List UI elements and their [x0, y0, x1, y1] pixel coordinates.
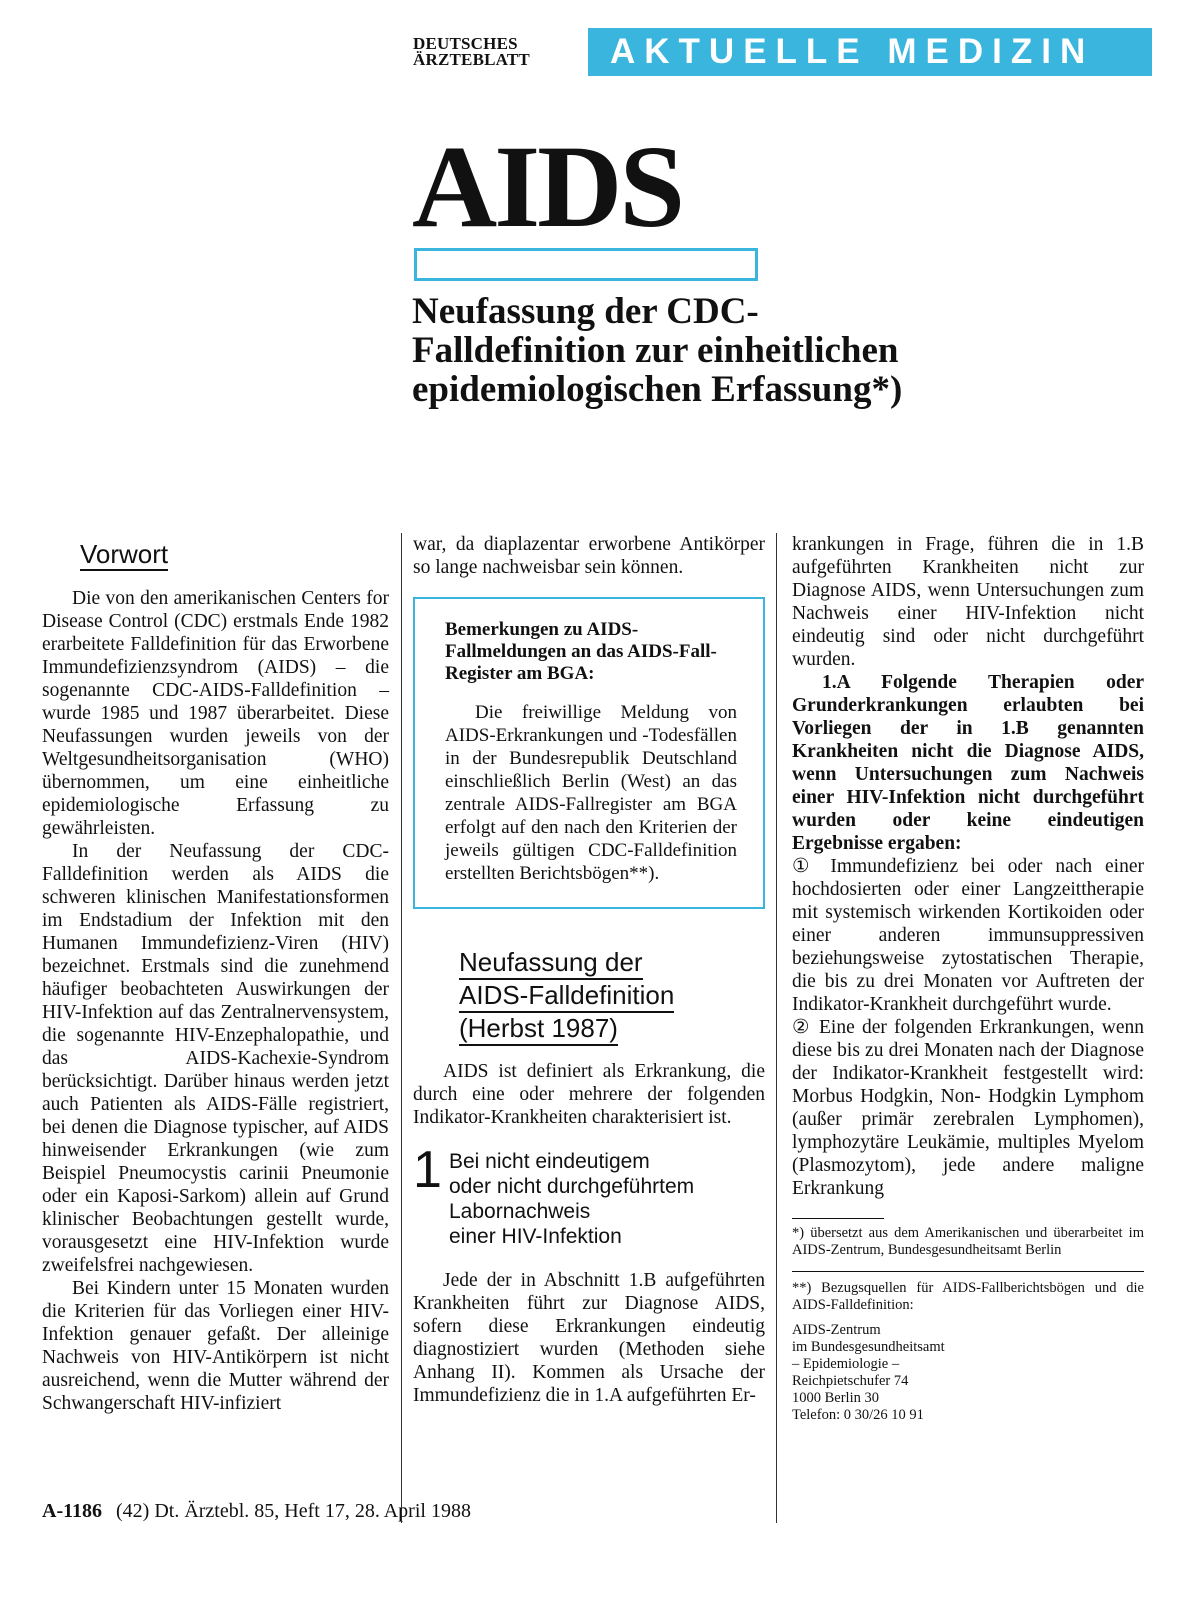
citation: (42) Dt. Ärztebl. 85, Heft 17, 28. April 1988	[116, 1500, 471, 1522]
column-3	[792, 533, 1144, 1424]
journal-line-1: DEUTSCHES	[413, 34, 518, 53]
footnote-separator	[792, 1271, 1144, 1272]
subsection-line: Bei nicht eindeutigem	[449, 1150, 650, 1173]
paragraph: Die von den amerikanischen Centers for Disease Control (CDC) erstmals Ende 1982 erarbeitete Falldefinition für das Erworbene Immundefizienzsyndrom (AIDS) – die sogenannte CDC-AIDS-Falldefinition – wurde 1985 und 1987 überarbeitet. Diese Neufassungen wurden jeweils von der Weltgesundheitsorganisation (WHO) übernommen, um eine einheitliche epidemiologische Erfassung zu gewährleisten.	[42, 588, 389, 839]
paragraph: AIDS ist definiert als Erkrankung, die durch eine oder mehrere der folgenden Indikator-Krankheiten charakterisiert ist.	[413, 1061, 765, 1128]
column-rule-2	[776, 533, 777, 1523]
footnote-1: *) übersetzt aus dem Amerikanischen und überarbeitet im AIDS-Zentrum, Bundesgesundheitsamt Berlin	[792, 1225, 1144, 1258]
paragraph: war, da diaplazentar erworbene Antikörper so lange nachweisbar sein können.	[413, 534, 765, 578]
heading-line: AIDS-Falldefinition	[459, 980, 674, 1013]
list-item: ② Eine der folgenden Erkrankungen, wenn diese bis zu drei Monaten nach der Diagnose der Indikator-Krankheit festgestellt wird: Morbus Hodgkin, Non- Hodgkin Lymphom (außer primär zerebralen Lymphomen), lymphozytäre Leukämie, multiples Myelom (Plasmozytom), jede andere maligne Erkrankung	[792, 1017, 1144, 1199]
paragraph: Bei Kindern unter 15 Monaten wurden die Kriterien für das Vorliegen einer HIV-Infektion genauer gefaßt. Der alleinige Nachweis von HIV-Antikörpern ist nicht ausreichend, wenn die Mutter während der Schwangerschaft HIV-infiziert	[42, 1278, 389, 1414]
subsection-line: einer HIV-Infektion	[449, 1225, 622, 1248]
note-box	[413, 597, 765, 909]
section-heading-neufassung	[459, 947, 765, 1046]
address-line: – Epidemiologie –	[792, 1356, 900, 1372]
address-line: Telefon: 0 30/26 10 91	[792, 1407, 924, 1423]
subsection-line: Labornachweis	[449, 1200, 591, 1223]
column-1	[42, 533, 389, 1415]
subsection-number: 1	[413, 1141, 442, 1199]
column-rule-1	[401, 533, 402, 1523]
heading-line: Neufassung der	[459, 947, 643, 980]
footnotes	[792, 1225, 1144, 1314]
journal-line-2: ÄRZTEBLATT	[413, 50, 530, 69]
paragraph: In der Neufassung der CDC-Falldefinition werden als AIDS die schweren klinischen Manifestationsformen im Endstadium der Infektion mit den Humanen Immundefizienz-Viren (HIV) bezeichnet. Erstmals sind die zunehmend häufiger beobachteten Auswirkungen der HIV-Infektion auf das Zentralnervensystem, die sogenannte HIV-Enzephalopathie, und das AIDS-Kachexie-Syndrom berücksichtigt. Darüber hinaus werden jetzt auch Patienten als AIDS-Fälle registriert, bei denen die Diagnose typischer, auf AIDS hinweisender Erkrankungen (wie zum Beispiel Pneumocystis carinii Pneumonie oder ein Kaposi-Sarkom) allein auf Grund klinischer Beobachtungen gestellt wurde, vorausgesetzt eine HIV-Infektion wurde zweifelsfrei nachgewiesen.	[42, 841, 389, 1276]
column-2	[413, 533, 765, 1407]
subsection-heading-1	[413, 1141, 765, 1249]
address-line: 1000 Berlin 30	[792, 1390, 879, 1406]
section-label: AKTUELLE MEDIZIN	[588, 28, 1152, 76]
heading-line: (Herbst 1987)	[459, 1013, 618, 1046]
paragraph: krankungen in Frage, führen die in 1.B aufgeführten Krankheiten nicht zur Diagnose AIDS, wenn Untersuchungen zum Nachweis einer HIV-Infektion nicht eindeutig sind oder nicht durchgeführt wurden.	[792, 534, 1144, 670]
article-subtitle: Neufassung der CDC-Falldefinition zur einheitlichen epidemiologischen Erfassung*)	[412, 291, 903, 410]
subsection-line: oder nicht durchgeführtem	[449, 1175, 695, 1198]
address-line: AIDS-Zentrum	[792, 1322, 881, 1338]
masthead	[413, 28, 1152, 76]
address-line: Reichpietschufer 74	[792, 1373, 909, 1389]
list-item: ① Immundefizienz bei oder nach einer hochdosierten oder einer Langzeittherapie mit systemisch wirkenden Kortikoiden oder einer anderen immunsuppressiven beziehungsweise zytostatischen Therapie, die bis zu drei Monaten vor Auftreten der Indikator-Krankheit durchgeführt wurde.	[792, 856, 1144, 1015]
title-decoration-box	[414, 248, 758, 281]
paragraph: Jede der in Abschnitt 1.B aufgeführten Krankheiten führt zur Diagnose AIDS, sofern diese Erkrankungen eindeutig diagnostiziert wurden (Methoden siehe Anhang II). Kommen als Ursache der Immundefizienz die in 1.A aufgeführten Er-	[413, 1270, 765, 1406]
journal-name	[413, 36, 588, 68]
page-number: A-1186	[42, 1500, 102, 1522]
address-line: im Bundesgesundheitsamt	[792, 1339, 945, 1355]
address-block	[792, 1322, 1144, 1424]
bold-paragraph-1a: 1.A Folgende Therapien oder Grunderkrankungen erlaubten bei Vorliegen der in 1.B genannten Krankheiten nicht die Diagnose AIDS, wenn Untersuchungen zum Nachweis einer HIV-Infektion nicht durchgeführt wurden oder keine eindeutigen Ergebnisse ergaben:	[792, 672, 1144, 854]
note-box-text: Die freiwillige Meldung von AIDS-Erkrankungen und -Todesfällen in der Bundesrepublik Deutschland einschließlich Berlin (West) an das zentrale AIDS-Fallregister am BGA erfolgt auf den nach den Kriterien der jeweils gültigen CDC-Falldefinition erstellten Berichtsbögen**).	[445, 702, 737, 884]
note-box-title: Bemerkungen zu AIDS-Fallmeldungen an das AIDS-Fall-Register am BGA:	[445, 619, 717, 684]
footnote-rule	[792, 1218, 884, 1219]
article-title: AIDS	[412, 121, 682, 252]
footnote-2: **) Bezugsquellen für AIDS-Fallberichtsbögen und die AIDS-Falldefinition:	[792, 1280, 1144, 1313]
page-footer	[42, 1500, 471, 1523]
section-heading-vorwort: Vorwort	[80, 539, 169, 569]
subsection-title	[449, 1149, 694, 1249]
